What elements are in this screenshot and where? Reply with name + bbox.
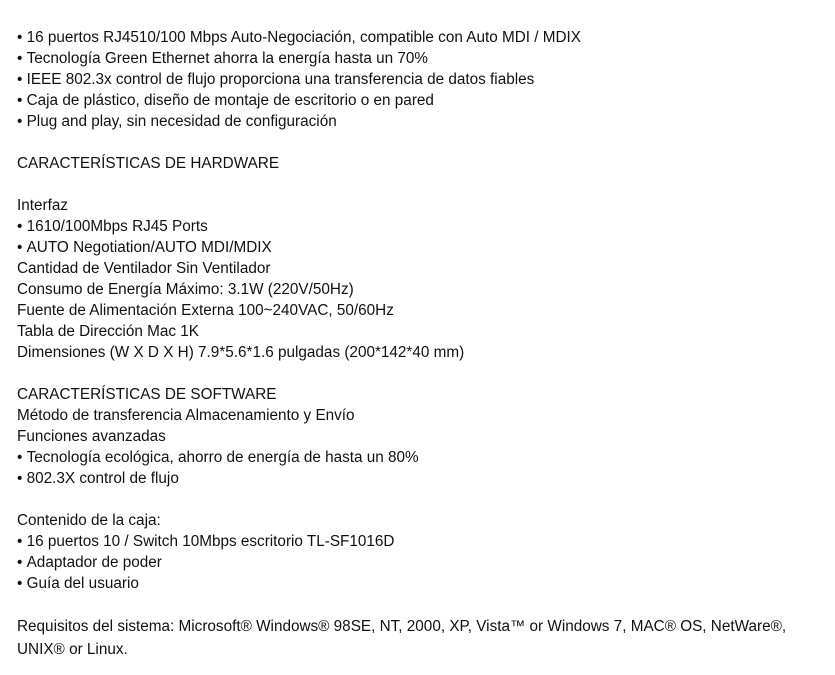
product-spec-document: [17, 27, 829, 661]
feature-item: • Plug and play, sin necesidad de configuración: [17, 111, 829, 132]
hardware-spec: Tabla de Dirección Mac 1K: [17, 323, 199, 340]
spacer: [17, 174, 829, 195]
spacer: [17, 489, 829, 510]
spacer: [17, 363, 829, 384]
feature-item: • Tecnología Green Ethernet ahorra la energía hasta un 70%: [17, 48, 829, 69]
hardware-spec: Fuente de Alimentación Externa 100~240VAC, 50/60Hz: [17, 302, 394, 319]
box-contents-item: • 16 puertos 10 / Switch 10Mbps escritorio TL-SF1016D: [17, 531, 829, 552]
feature-item: • Caja de plástico, diseño de montaje de escritorio o en pared: [17, 90, 829, 111]
hardware-spec: Dimensiones (W X D X H) 7.9*5.6*1.6 pulgadas (200*142*40 mm): [17, 344, 465, 361]
interface-label: Interfaz: [17, 197, 69, 214]
transfer-method: Método de transferencia Almacenamiento y Envío: [17, 407, 355, 424]
box-contents-item: • Adaptador de poder: [17, 552, 829, 573]
interface-item: • AUTO Negotiation/AUTO MDI/MDIX: [17, 237, 829, 258]
advanced-label: Funciones avanzadas: [17, 428, 166, 445]
hardware-spec: Consumo de Energía Máximo: 3.1W (220V/50Hz): [17, 281, 354, 298]
hardware-heading: CARACTERÍSTICAS DE HARDWARE: [17, 155, 280, 172]
spacer: [17, 594, 829, 615]
box-contents-heading: Contenido de la caja:: [17, 512, 161, 529]
system-requirements: Requisitos del sistema: Microsoft® Windows® 98SE, NT, 2000, XP, Vista™ or Windows 7, MAC® OS, NetWare®, UNIX® or Linux.: [17, 618, 787, 658]
hardware-spec: Cantidad de Ventilador Sin Ventilador: [17, 260, 271, 277]
advanced-item: • 802.3X control de flujo: [17, 468, 829, 489]
interface-item: • 1610/100Mbps RJ45 Ports: [17, 216, 829, 237]
box-contents-item: • Guía del usuario: [17, 573, 829, 594]
feature-item: • 16 puertos RJ4510/100 Mbps Auto-Negociación, compatible con Auto MDI / MDIX: [17, 27, 829, 48]
spacer: [17, 132, 829, 153]
feature-item: • IEEE 802.3x control de flujo proporciona una transferencia de datos fiables: [17, 69, 829, 90]
advanced-item: • Tecnología ecológica, ahorro de energía de hasta un 80%: [17, 447, 829, 468]
software-heading: CARACTERÍSTICAS DE SOFTWARE: [17, 386, 277, 403]
